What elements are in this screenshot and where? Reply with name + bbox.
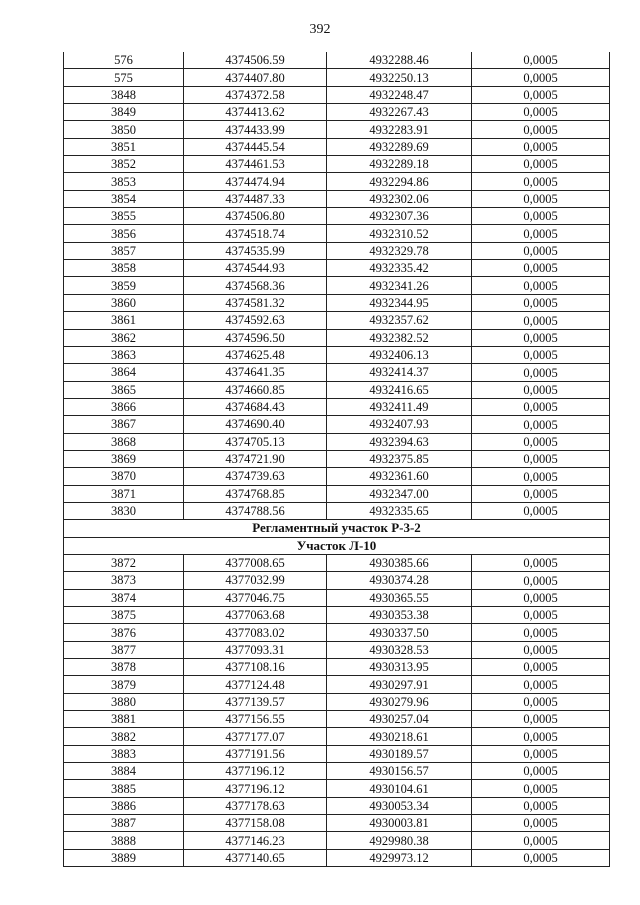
section-title: Регламентный участок Р-3-2 bbox=[64, 520, 610, 537]
y-coordinate-cell: 4932357.62 bbox=[327, 312, 472, 329]
point-number-cell: 3856 bbox=[64, 225, 184, 242]
y-coordinate-cell: 4932375.85 bbox=[327, 450, 472, 467]
x-coordinate-cell: 4377156.55 bbox=[184, 711, 327, 728]
point-number-cell: 3889 bbox=[64, 849, 184, 866]
x-coordinate-cell: 4374535.99 bbox=[184, 242, 327, 259]
table-row bbox=[64, 104, 610, 121]
y-coordinate-cell: 4930328.53 bbox=[327, 641, 472, 658]
table-row bbox=[64, 260, 610, 277]
point-number-cell: 3886 bbox=[64, 797, 184, 814]
point-number-cell: 3859 bbox=[64, 277, 184, 294]
table-row bbox=[64, 433, 610, 450]
table-row bbox=[64, 572, 610, 589]
table-row bbox=[64, 346, 610, 363]
point-number-cell: 3870 bbox=[64, 468, 184, 485]
x-coordinate-cell: 4374568.36 bbox=[184, 277, 327, 294]
x-coordinate-cell: 4377139.57 bbox=[184, 693, 327, 710]
accuracy-cell: 0,0005 bbox=[472, 277, 610, 294]
y-coordinate-cell: 4932302.06 bbox=[327, 190, 472, 207]
section-row bbox=[64, 520, 610, 537]
y-coordinate-cell: 4932250.13 bbox=[327, 69, 472, 86]
y-coordinate-cell: 4932407.93 bbox=[327, 416, 472, 433]
accuracy-cell: 0,0005 bbox=[472, 797, 610, 814]
y-coordinate-cell: 4932341.26 bbox=[327, 277, 472, 294]
point-number-cell: 3885 bbox=[64, 780, 184, 797]
group1-rows bbox=[64, 52, 610, 520]
point-number-cell: 3873 bbox=[64, 572, 184, 589]
accuracy-cell: 0,0005 bbox=[472, 190, 610, 207]
accuracy-cell: 0,0005 bbox=[472, 711, 610, 728]
accuracy-cell: 0,0005 bbox=[472, 554, 610, 571]
table-row bbox=[64, 502, 610, 519]
x-coordinate-cell: 4374518.74 bbox=[184, 225, 327, 242]
point-number-cell: 3875 bbox=[64, 607, 184, 624]
accuracy-cell: 0,0005 bbox=[472, 225, 610, 242]
point-number-cell: 3848 bbox=[64, 86, 184, 103]
table-row bbox=[64, 797, 610, 814]
table-row bbox=[64, 86, 610, 103]
x-coordinate-cell: 4377093.31 bbox=[184, 641, 327, 658]
accuracy-cell: 0,0005 bbox=[472, 312, 610, 329]
y-coordinate-cell: 4932288.46 bbox=[327, 52, 472, 69]
accuracy-cell: 0,0005 bbox=[472, 485, 610, 502]
x-coordinate-cell: 4374474.94 bbox=[184, 173, 327, 190]
y-coordinate-cell: 4930053.34 bbox=[327, 797, 472, 814]
accuracy-cell: 0,0005 bbox=[472, 138, 610, 155]
table-row bbox=[64, 832, 610, 849]
point-number-cell: 576 bbox=[64, 52, 184, 69]
y-coordinate-cell: 4930385.66 bbox=[327, 554, 472, 571]
point-number-cell: 3879 bbox=[64, 676, 184, 693]
y-coordinate-cell: 4932414.37 bbox=[327, 364, 472, 381]
y-coordinate-cell: 4930156.57 bbox=[327, 763, 472, 780]
table-row bbox=[64, 468, 610, 485]
x-coordinate-cell: 4377124.48 bbox=[184, 676, 327, 693]
point-number-cell: 3881 bbox=[64, 711, 184, 728]
accuracy-cell: 0,0005 bbox=[472, 294, 610, 311]
x-coordinate-cell: 4377032.99 bbox=[184, 572, 327, 589]
x-coordinate-cell: 4374461.53 bbox=[184, 156, 327, 173]
x-coordinate-cell: 4377178.63 bbox=[184, 797, 327, 814]
table-row bbox=[64, 398, 610, 415]
accuracy-cell: 0,0005 bbox=[472, 242, 610, 259]
x-coordinate-cell: 4374433.99 bbox=[184, 121, 327, 138]
x-coordinate-cell: 4377083.02 bbox=[184, 624, 327, 641]
y-coordinate-cell: 4930297.91 bbox=[327, 676, 472, 693]
point-number-cell: 3858 bbox=[64, 260, 184, 277]
point-number-cell: 3883 bbox=[64, 745, 184, 762]
table-row bbox=[64, 329, 610, 346]
accuracy-cell: 0,0005 bbox=[472, 208, 610, 225]
y-coordinate-cell: 4930279.96 bbox=[327, 693, 472, 710]
y-coordinate-cell: 4932267.43 bbox=[327, 104, 472, 121]
point-number-cell: 3868 bbox=[64, 433, 184, 450]
y-coordinate-cell: 4932361.60 bbox=[327, 468, 472, 485]
x-coordinate-cell: 4374581.32 bbox=[184, 294, 327, 311]
point-number-cell: 3853 bbox=[64, 173, 184, 190]
accuracy-cell: 0,0005 bbox=[472, 676, 610, 693]
point-number-cell: 575 bbox=[64, 69, 184, 86]
table-row bbox=[64, 711, 610, 728]
accuracy-cell: 0,0005 bbox=[472, 416, 610, 433]
table-row bbox=[64, 745, 610, 762]
table-row bbox=[64, 849, 610, 866]
y-coordinate-cell: 4932335.42 bbox=[327, 260, 472, 277]
y-coordinate-cell: 4930189.57 bbox=[327, 745, 472, 762]
x-coordinate-cell: 4377196.12 bbox=[184, 763, 327, 780]
table-row bbox=[64, 624, 610, 641]
table-row bbox=[64, 121, 610, 138]
point-number-cell: 3869 bbox=[64, 450, 184, 467]
x-coordinate-cell: 4377191.56 bbox=[184, 745, 327, 762]
table-row bbox=[64, 815, 610, 832]
accuracy-cell: 0,0005 bbox=[472, 433, 610, 450]
point-number-cell: 3849 bbox=[64, 104, 184, 121]
accuracy-cell: 0,0005 bbox=[472, 607, 610, 624]
accuracy-cell: 0,0005 bbox=[472, 468, 610, 485]
y-coordinate-cell: 4932335.65 bbox=[327, 502, 472, 519]
point-number-cell: 3861 bbox=[64, 312, 184, 329]
y-coordinate-cell: 4932307.36 bbox=[327, 208, 472, 225]
point-number-cell: 3857 bbox=[64, 242, 184, 259]
accuracy-cell: 0,0005 bbox=[472, 641, 610, 658]
point-number-cell: 3871 bbox=[64, 485, 184, 502]
table-row bbox=[64, 641, 610, 658]
accuracy-cell: 0,0005 bbox=[472, 502, 610, 519]
point-number-cell: 3888 bbox=[64, 832, 184, 849]
accuracy-cell: 0,0005 bbox=[472, 624, 610, 641]
x-coordinate-cell: 4374684.43 bbox=[184, 398, 327, 415]
table-row bbox=[64, 780, 610, 797]
y-coordinate-cell: 4932394.63 bbox=[327, 433, 472, 450]
table-row bbox=[64, 450, 610, 467]
y-coordinate-cell: 4932294.86 bbox=[327, 173, 472, 190]
x-coordinate-cell: 4374641.35 bbox=[184, 364, 327, 381]
point-number-cell: 3882 bbox=[64, 728, 184, 745]
y-coordinate-cell: 4930104.61 bbox=[327, 780, 472, 797]
table-row bbox=[64, 485, 610, 502]
point-number-cell: 3884 bbox=[64, 763, 184, 780]
x-coordinate-cell: 4374768.85 bbox=[184, 485, 327, 502]
point-number-cell: 3863 bbox=[64, 346, 184, 363]
y-coordinate-cell: 4932310.52 bbox=[327, 225, 472, 242]
y-coordinate-cell: 4930337.50 bbox=[327, 624, 472, 641]
subsection-row bbox=[64, 537, 610, 554]
point-number-cell: 3878 bbox=[64, 659, 184, 676]
point-number-cell: 3854 bbox=[64, 190, 184, 207]
table-row bbox=[64, 676, 610, 693]
y-coordinate-cell: 4932406.13 bbox=[327, 346, 472, 363]
x-coordinate-cell: 4374690.40 bbox=[184, 416, 327, 433]
accuracy-cell: 0,0005 bbox=[472, 173, 610, 190]
x-coordinate-cell: 4374506.80 bbox=[184, 208, 327, 225]
point-number-cell: 3877 bbox=[64, 641, 184, 658]
table-row bbox=[64, 763, 610, 780]
y-coordinate-cell: 4930313.95 bbox=[327, 659, 472, 676]
x-coordinate-cell: 4377196.12 bbox=[184, 780, 327, 797]
accuracy-cell: 0,0005 bbox=[472, 728, 610, 745]
table-row bbox=[64, 225, 610, 242]
accuracy-cell: 0,0005 bbox=[472, 104, 610, 121]
coordinates-table bbox=[63, 52, 610, 867]
accuracy-cell: 0,0005 bbox=[472, 86, 610, 103]
table-row bbox=[64, 312, 610, 329]
y-coordinate-cell: 4932289.18 bbox=[327, 156, 472, 173]
x-coordinate-cell: 4374660.85 bbox=[184, 381, 327, 398]
table-row bbox=[64, 173, 610, 190]
accuracy-cell: 0,0005 bbox=[472, 450, 610, 467]
x-coordinate-cell: 4374788.56 bbox=[184, 502, 327, 519]
x-coordinate-cell: 4374506.59 bbox=[184, 52, 327, 69]
table-row bbox=[64, 554, 610, 571]
x-coordinate-cell: 4374445.54 bbox=[184, 138, 327, 155]
y-coordinate-cell: 4932248.47 bbox=[327, 86, 472, 103]
table-row bbox=[64, 364, 610, 381]
table-row bbox=[64, 138, 610, 155]
y-coordinate-cell: 4929973.12 bbox=[327, 849, 472, 866]
y-coordinate-cell: 4932344.95 bbox=[327, 294, 472, 311]
x-coordinate-cell: 4377140.65 bbox=[184, 849, 327, 866]
subsection-title: Участок Л-10 bbox=[64, 537, 610, 554]
point-number-cell: 3874 bbox=[64, 589, 184, 606]
accuracy-cell: 0,0005 bbox=[472, 69, 610, 86]
accuracy-cell: 0,0005 bbox=[472, 763, 610, 780]
point-number-cell: 3862 bbox=[64, 329, 184, 346]
accuracy-cell: 0,0005 bbox=[472, 329, 610, 346]
accuracy-cell: 0,0005 bbox=[472, 745, 610, 762]
point-number-cell: 3866 bbox=[64, 398, 184, 415]
table-row bbox=[64, 52, 610, 69]
x-coordinate-cell: 4374625.48 bbox=[184, 346, 327, 363]
x-coordinate-cell: 4374407.80 bbox=[184, 69, 327, 86]
coordinates-table-container bbox=[63, 52, 609, 867]
table-row bbox=[64, 208, 610, 225]
x-coordinate-cell: 4374372.58 bbox=[184, 86, 327, 103]
y-coordinate-cell: 4930374.28 bbox=[327, 572, 472, 589]
y-coordinate-cell: 4930003.81 bbox=[327, 815, 472, 832]
table-row bbox=[64, 589, 610, 606]
accuracy-cell: 0,0005 bbox=[472, 572, 610, 589]
accuracy-cell: 0,0005 bbox=[472, 815, 610, 832]
point-number-cell: 3850 bbox=[64, 121, 184, 138]
point-number-cell: 3851 bbox=[64, 138, 184, 155]
x-coordinate-cell: 4377008.65 bbox=[184, 554, 327, 571]
x-coordinate-cell: 4374739.63 bbox=[184, 468, 327, 485]
x-coordinate-cell: 4377177.07 bbox=[184, 728, 327, 745]
accuracy-cell: 0,0005 bbox=[472, 121, 610, 138]
point-number-cell: 3865 bbox=[64, 381, 184, 398]
point-number-cell: 3864 bbox=[64, 364, 184, 381]
accuracy-cell: 0,0005 bbox=[472, 780, 610, 797]
x-coordinate-cell: 4377146.23 bbox=[184, 832, 327, 849]
y-coordinate-cell: 4930218.61 bbox=[327, 728, 472, 745]
y-coordinate-cell: 4932283.91 bbox=[327, 121, 472, 138]
point-number-cell: 3852 bbox=[64, 156, 184, 173]
table-row bbox=[64, 416, 610, 433]
accuracy-cell: 0,0005 bbox=[472, 346, 610, 363]
y-coordinate-cell: 4930257.04 bbox=[327, 711, 472, 728]
table-row bbox=[64, 242, 610, 259]
y-coordinate-cell: 4932329.78 bbox=[327, 242, 472, 259]
accuracy-cell: 0,0005 bbox=[472, 381, 610, 398]
table-row bbox=[64, 69, 610, 86]
page-number: 392 bbox=[309, 22, 331, 37]
y-coordinate-cell: 4932416.65 bbox=[327, 381, 472, 398]
x-coordinate-cell: 4377046.75 bbox=[184, 589, 327, 606]
x-coordinate-cell: 4374705.13 bbox=[184, 433, 327, 450]
table-row bbox=[64, 693, 610, 710]
table-row bbox=[64, 659, 610, 676]
accuracy-cell: 0,0005 bbox=[472, 849, 610, 866]
y-coordinate-cell: 4929980.38 bbox=[327, 832, 472, 849]
x-coordinate-cell: 4374592.63 bbox=[184, 312, 327, 329]
x-coordinate-cell: 4374596.50 bbox=[184, 329, 327, 346]
point-number-cell: 3876 bbox=[64, 624, 184, 641]
accuracy-cell: 0,0005 bbox=[472, 364, 610, 381]
x-coordinate-cell: 4374487.33 bbox=[184, 190, 327, 207]
accuracy-cell: 0,0005 bbox=[472, 260, 610, 277]
table-row bbox=[64, 728, 610, 745]
table-row bbox=[64, 277, 610, 294]
accuracy-cell: 0,0005 bbox=[472, 52, 610, 69]
table-row bbox=[64, 607, 610, 624]
table-row bbox=[64, 190, 610, 207]
x-coordinate-cell: 4377063.68 bbox=[184, 607, 327, 624]
accuracy-cell: 0,0005 bbox=[472, 398, 610, 415]
accuracy-cell: 0,0005 bbox=[472, 693, 610, 710]
group2-rows bbox=[64, 554, 610, 866]
y-coordinate-cell: 4930365.55 bbox=[327, 589, 472, 606]
accuracy-cell: 0,0005 bbox=[472, 659, 610, 676]
point-number-cell: 3830 bbox=[64, 502, 184, 519]
point-number-cell: 3867 bbox=[64, 416, 184, 433]
accuracy-cell: 0,0005 bbox=[472, 832, 610, 849]
point-number-cell: 3855 bbox=[64, 208, 184, 225]
x-coordinate-cell: 4374544.93 bbox=[184, 260, 327, 277]
section-headers bbox=[64, 520, 610, 555]
accuracy-cell: 0,0005 bbox=[472, 589, 610, 606]
point-number-cell: 3880 bbox=[64, 693, 184, 710]
table-row bbox=[64, 156, 610, 173]
point-number-cell: 3887 bbox=[64, 815, 184, 832]
point-number-cell: 3860 bbox=[64, 294, 184, 311]
x-coordinate-cell: 4377158.08 bbox=[184, 815, 327, 832]
table-row bbox=[64, 381, 610, 398]
x-coordinate-cell: 4377108.16 bbox=[184, 659, 327, 676]
table-row bbox=[64, 294, 610, 311]
y-coordinate-cell: 4930353.38 bbox=[327, 607, 472, 624]
y-coordinate-cell: 4932382.52 bbox=[327, 329, 472, 346]
y-coordinate-cell: 4932411.49 bbox=[327, 398, 472, 415]
accuracy-cell: 0,0005 bbox=[472, 156, 610, 173]
y-coordinate-cell: 4932347.00 bbox=[327, 485, 472, 502]
x-coordinate-cell: 4374413.62 bbox=[184, 104, 327, 121]
y-coordinate-cell: 4932289.69 bbox=[327, 138, 472, 155]
point-number-cell: 3872 bbox=[64, 554, 184, 571]
x-coordinate-cell: 4374721.90 bbox=[184, 450, 327, 467]
